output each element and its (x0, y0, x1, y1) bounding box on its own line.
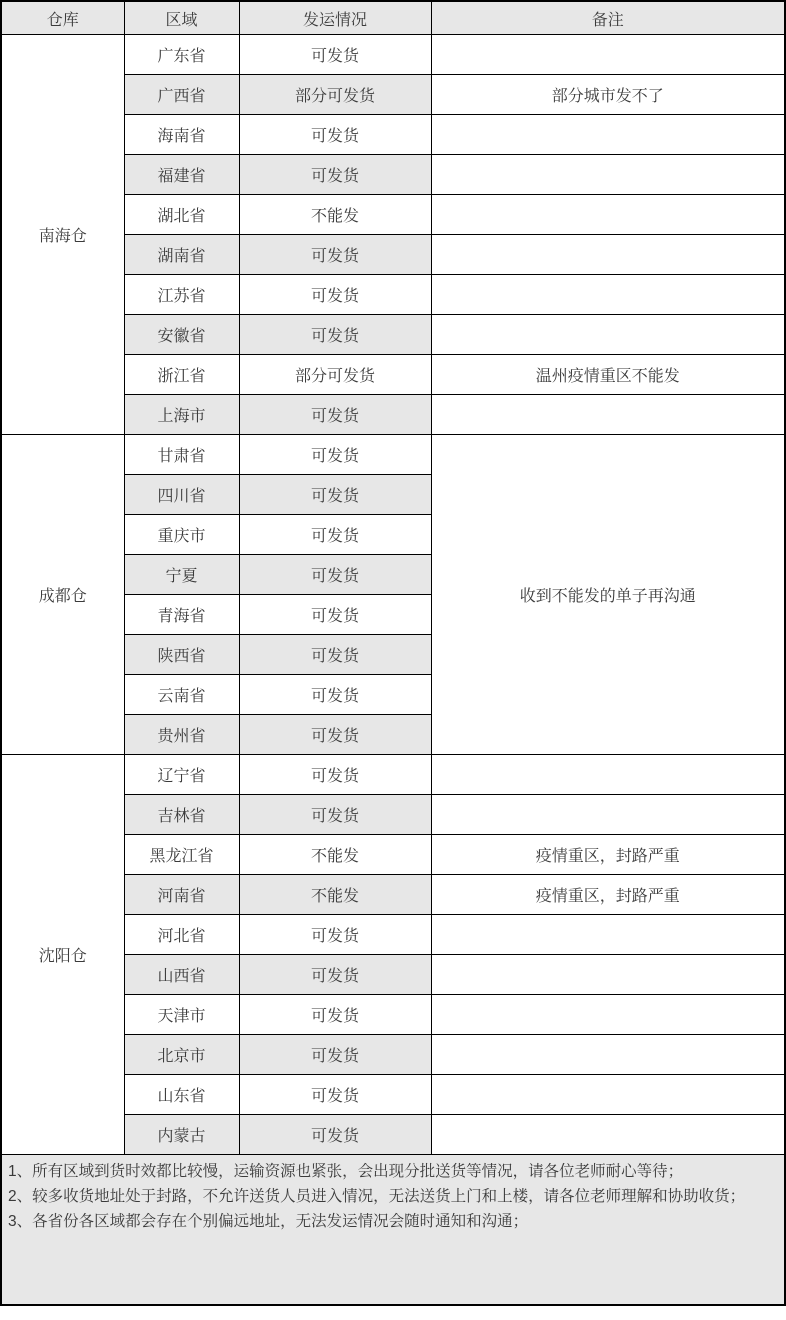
status-cell: 不能发 (239, 835, 431, 875)
note-3: 3、各省份各区域都会存在个别偏远地址，无法发运情况会随时通知和沟通； (8, 1213, 529, 1230)
remark-cell: 部分城市发不了 (431, 75, 785, 115)
note-1: 1、所有区域到货时效都比较慢，运输资源也紧张，会出现分批送货等情况，请各位老师耐心等待； (8, 1163, 684, 1180)
remark-cell (431, 995, 785, 1035)
status-cell: 部分可发货 (239, 75, 431, 115)
region-cell: 江苏省 (124, 275, 239, 315)
remark-cell (431, 35, 785, 75)
col-header-status: 发运情况 (239, 1, 431, 35)
status-cell: 可发货 (239, 595, 431, 635)
remark-cell (431, 1035, 785, 1075)
col-header-region: 区域 (124, 1, 239, 35)
region-cell: 吉林省 (124, 795, 239, 835)
region-cell: 内蒙古 (124, 1115, 239, 1155)
remark-cell: 疫情重区，封路严重 (431, 875, 785, 915)
warehouse-cell: 南海仓 (1, 35, 124, 435)
status-cell: 可发货 (239, 955, 431, 995)
region-cell: 重庆市 (124, 515, 239, 555)
remark-cell (431, 795, 785, 835)
region-cell: 陕西省 (124, 635, 239, 675)
status-cell: 可发货 (239, 315, 431, 355)
status-cell: 可发货 (239, 475, 431, 515)
col-header-remark: 备注 (431, 1, 785, 35)
status-cell: 部分可发货 (239, 355, 431, 395)
status-cell: 可发货 (239, 635, 431, 675)
status-cell: 可发货 (239, 395, 431, 435)
region-cell: 四川省 (124, 475, 239, 515)
remark-cell (431, 755, 785, 795)
notes-cell (1, 1155, 785, 1306)
status-cell: 可发货 (239, 515, 431, 555)
warehouse-cell: 成都仓 (1, 435, 124, 755)
table-row (1, 435, 785, 475)
remark-cell (431, 915, 785, 955)
region-cell: 贵州省 (124, 715, 239, 755)
region-cell: 山东省 (124, 1075, 239, 1115)
remark-cell: 温州疫情重区不能发 (431, 355, 785, 395)
region-cell: 广东省 (124, 35, 239, 75)
region-cell: 宁夏 (124, 555, 239, 595)
remark-cell (431, 275, 785, 315)
remark-cell: 疫情重区，封路严重 (431, 835, 785, 875)
region-cell: 北京市 (124, 1035, 239, 1075)
status-cell: 可发货 (239, 715, 431, 755)
region-cell: 上海市 (124, 395, 239, 435)
warehouse-cell: 沈阳仓 (1, 755, 124, 1155)
remark-cell (431, 1075, 785, 1115)
status-cell: 可发货 (239, 555, 431, 595)
region-cell: 黑龙江省 (124, 835, 239, 875)
region-cell: 山西省 (124, 955, 239, 995)
region-cell: 安徽省 (124, 315, 239, 355)
status-cell: 可发货 (239, 675, 431, 715)
notes-row (1, 1155, 785, 1306)
region-cell: 海南省 (124, 115, 239, 155)
status-cell: 可发货 (239, 1075, 431, 1115)
region-cell: 湖北省 (124, 195, 239, 235)
remark-cell (431, 195, 785, 235)
remark-cell (431, 1115, 785, 1155)
region-cell: 天津市 (124, 995, 239, 1035)
region-cell: 福建省 (124, 155, 239, 195)
status-cell: 可发货 (239, 755, 431, 795)
remark-cell (431, 155, 785, 195)
table-footer (1, 1155, 785, 1306)
table-row (1, 755, 785, 795)
region-cell: 青海省 (124, 595, 239, 635)
status-cell: 不能发 (239, 875, 431, 915)
status-cell: 可发货 (239, 275, 431, 315)
remark-cell (431, 315, 785, 355)
status-cell: 可发货 (239, 115, 431, 155)
region-cell: 湖南省 (124, 235, 239, 275)
status-cell: 可发货 (239, 1115, 431, 1155)
region-cell: 甘肃省 (124, 435, 239, 475)
status-cell: 可发货 (239, 155, 431, 195)
table-row (1, 35, 785, 75)
status-cell: 可发货 (239, 235, 431, 275)
header-row (1, 1, 785, 35)
merged-remark-cell: 收到不能发的单子再沟通 (431, 435, 785, 755)
status-cell: 可发货 (239, 995, 431, 1035)
status-cell: 可发货 (239, 795, 431, 835)
region-cell: 浙江省 (124, 355, 239, 395)
remark-cell (431, 235, 785, 275)
status-cell: 可发货 (239, 435, 431, 475)
region-cell: 辽宁省 (124, 755, 239, 795)
region-cell: 云南省 (124, 675, 239, 715)
col-header-warehouse: 仓库 (1, 1, 124, 35)
remark-cell (431, 115, 785, 155)
remark-cell (431, 395, 785, 435)
region-cell: 河北省 (124, 915, 239, 955)
remark-cell (431, 955, 785, 995)
status-cell: 可发货 (239, 1035, 431, 1075)
status-cell: 不能发 (239, 195, 431, 235)
region-cell: 河南省 (124, 875, 239, 915)
region-cell: 广西省 (124, 75, 239, 115)
table-body (1, 35, 785, 1155)
table-header (1, 1, 785, 35)
note-2: 2、较多收货地址处于封路，不允许送货人员进入情况，无法送货上门和上楼，请各位老师理解和协助收货； (8, 1188, 746, 1205)
status-cell: 可发货 (239, 35, 431, 75)
status-cell: 可发货 (239, 915, 431, 955)
